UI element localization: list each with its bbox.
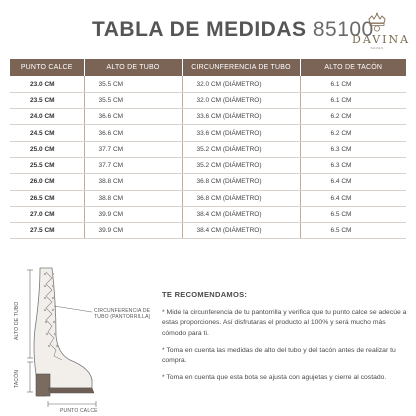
table-row [10, 174, 406, 190]
cell-tube-height: 39.9 CM [84, 223, 182, 239]
table-row [10, 223, 406, 239]
table-row [10, 157, 406, 173]
cell-size: 23.5 CM [10, 92, 84, 108]
size-table [10, 59, 406, 239]
cell-heel-height: 6.1 CM [300, 76, 406, 92]
label-circumference-line1: CIRCUNFERENCIA DE [94, 308, 151, 314]
cell-heel-height: 6.5 CM [300, 206, 406, 222]
cell-heel-height: 6.1 CM [300, 92, 406, 108]
cell-tube-height: 35.5 CM [84, 76, 182, 92]
label-heel: TACÓN [14, 369, 20, 388]
recommendations [162, 290, 408, 391]
cell-circumference: 32.0 CM (DIÁMETRO) [182, 76, 300, 92]
recommendation-item: * Toma en cuenta las medidas de alto del tubo y del tacón antes de realizar tu compra. [162, 346, 396, 365]
cell-circumference: 38.4 CM (DIÁMETRO) [182, 206, 300, 222]
cell-size: 26.0 CM [10, 174, 84, 190]
column-header: ALTO DE TUBO [84, 59, 182, 76]
cell-heel-height: 6.3 CM [300, 157, 406, 173]
table-row [10, 206, 406, 222]
cell-tube-height: 37.7 CM [84, 157, 182, 173]
table-row [10, 125, 406, 141]
cell-size: 25.0 CM [10, 141, 84, 157]
table-row [10, 109, 406, 125]
cell-heel-height: 6.4 CM [300, 190, 406, 206]
cell-size: 24.5 CM [10, 125, 84, 141]
boot-illustration [0, 262, 160, 416]
cell-size: 27.0 CM [10, 206, 84, 222]
cell-tube-height: 38.8 CM [84, 174, 182, 190]
brand-logo [352, 12, 411, 50]
table-row [10, 76, 406, 92]
table-header-row [10, 59, 406, 76]
page-title [92, 18, 374, 42]
recommendation-item: * Toma en cuenta que esta bota se ajusta con agujetas y cierre al costado. [162, 374, 387, 382]
cell-size: 25.5 CM [10, 157, 84, 173]
cell-size: 24.0 CM [10, 109, 84, 125]
label-fit-point: PUNTO CALCE [60, 408, 98, 414]
label-tube-height: ALTO DE TUBO [14, 301, 20, 340]
cell-circumference: 35.2 CM (DIÁMETRO) [182, 141, 300, 157]
cell-tube-height: 35.5 CM [84, 92, 182, 108]
cell-tube-height: 37.7 CM [84, 141, 182, 157]
cell-heel-height: 6.3 CM [300, 141, 406, 157]
cell-tube-height: 36.6 CM [84, 109, 182, 125]
cell-size: 26.5 CM [10, 190, 84, 206]
column-header: PUNTO CALCE [10, 59, 84, 76]
cell-tube-height: 38.8 CM [84, 190, 182, 206]
label-circumference-line2: TUBO (PANTORRILLA) [94, 314, 151, 320]
cell-circumference: 36.8 CM (DIÁMETRO) [182, 190, 300, 206]
table-row [10, 92, 406, 108]
cell-tube-height: 36.6 CM [84, 125, 182, 141]
cell-circumference: 36.8 CM (DIÁMETRO) [182, 174, 300, 190]
cell-circumference: 35.2 CM (DIÁMETRO) [182, 157, 300, 173]
crown-icon [366, 12, 388, 32]
table-row [10, 190, 406, 206]
recommendation-item: * Mide la circunferencia de tu pantorrilla y verifica que tu punto calce se adecúe a estas proporciones. Así disfrutaras el producto al 100% y será mucho más cómodo para ti. [162, 309, 407, 337]
cell-size: 23.0 CM [10, 76, 84, 92]
column-header: ALTO DE TACÓN [300, 59, 406, 76]
cell-tube-height: 39.9 CM [84, 206, 182, 222]
cell-circumference: 32.0 CM (DIÁMETRO) [182, 92, 300, 108]
column-header: CIRCUNFERENCIA DE TUBO [182, 59, 300, 76]
cell-heel-height: 6.4 CM [300, 174, 406, 190]
recommendations-heading: TE RECOMENDAMOS: [162, 290, 248, 299]
cell-circumference: 33.6 CM (DIÁMETRO) [182, 125, 300, 141]
cell-size: 27.5 CM [10, 223, 84, 239]
cell-circumference: 33.6 CM (DIÁMETRO) [182, 109, 300, 125]
table-row [10, 141, 406, 157]
page-title-text: TABLA DE MEDIDAS [92, 18, 307, 41]
cell-circumference: 38.4 CM (DIÁMETRO) [182, 223, 300, 239]
model-code: 85100 [312, 18, 374, 41]
boot-diagram [0, 262, 160, 416]
cell-heel-height: 6.2 CM [300, 125, 406, 141]
brand-subtext: SHOES [370, 46, 384, 50]
cell-heel-height: 6.5 CM [300, 223, 406, 239]
brand-name: DAVINA [352, 33, 411, 46]
cell-heel-height: 6.2 CM [300, 109, 406, 125]
